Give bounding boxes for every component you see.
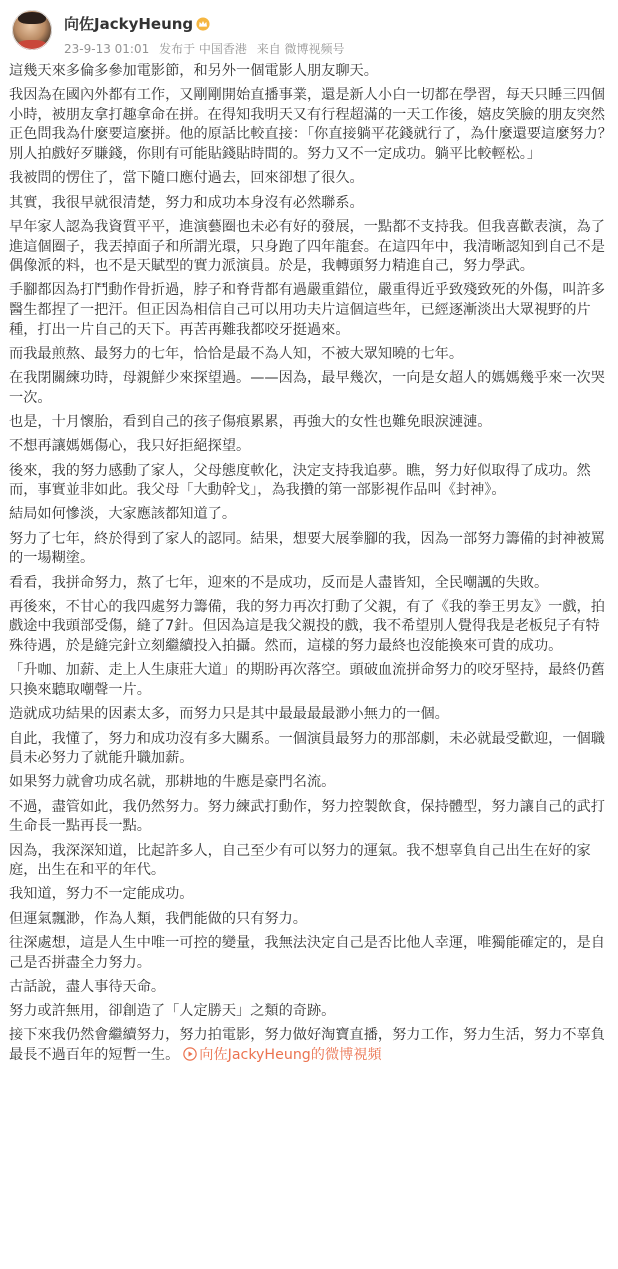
timestamp: 23-9-13 01:01	[64, 42, 150, 56]
video-link-label: 向佐JackyHeung的微博視頻	[199, 1047, 382, 1063]
post-paragraph: 努力或許無用，卻創造了「人定勝天」之類的奇跡。	[9, 1003, 336, 1020]
post-paragraph: 再後來，不甘心的我四處努力籌備，我的努力再次打動了父親，有了《我的拳王男友》一戲，拍戲途中我頭部受傷，縫了7針。但因為這是我父親投的戲，我不希望別人覺得我是老板兒子有特殊待遇，於是縫完針立刻繼續投入拍攝。然而，這樣的努力最終也沒能換來可貴的成功。	[9, 598, 605, 655]
post-paragraph: 造就成功結果的因素太多，而努力只是其中最最最最渺小無力的一個。	[9, 706, 449, 723]
post-paragraph: 其實，我很早就很清楚，努力和成功本身沒有必然聯系。	[9, 194, 364, 211]
post-paragraph: 而我最煎熬、最努力的七年，恰恰是最不為人知，不被大眾知曉的七年。	[9, 345, 464, 362]
video-link[interactable]	[183, 1046, 381, 1066]
post-paragraph: 「升咖、加薪、走上人生康莊大道」的期盼再次落空。頭破血流拼命努力的咬牙堅持，最終仍舊只換來聽取嘲聲一片。	[9, 662, 605, 698]
post-paragraph: 不想再讓媽媽傷心，我只好拒絕探望。	[9, 438, 251, 455]
crown-badge-icon	[196, 17, 210, 31]
location: 发布于 中国香港	[159, 42, 247, 56]
post-paragraph: 接下來我仍然會繼續努力，努力拍電影，努力做好淘寶直播，努力工作，努力生活，努力不辜負最長不過百年的短暫一生。	[9, 1027, 605, 1063]
post-body	[9, 62, 613, 1070]
post-paragraph: 往深處想，這是人生中唯一可控的變量，我無法決定自己是否比他人幸運，唯獨能確定的，是自己是否拼盡全力努力。	[9, 934, 605, 971]
post-header	[0, 0, 618, 60]
post-paragraph: 早年家人認為我資質平平，進演藝圈也未必有好的發展，一點都不支持我。但我喜歡表演，為了進這個圈子，我丟掉面子和所謂光環，只身跑了四年龍套。在這四年中，我清晰認知到自己不是偶像派的料，也不是天賦型的實力派演員。於是，我轉頭努力精進自己，努力學武。	[9, 218, 605, 275]
post-paragraph: 自此，我懂了，努力和成功沒有多大關系。一個演員最努力的那部劇，未必就最受歡迎，一個職員未必努力了就能升職加薪。	[9, 730, 605, 767]
post-paragraph: 手腳都因為打鬥動作骨折過，脖子和脊背都有過嚴重錯位，嚴重得近乎致殘致死的外傷，叫許多醫生都捏了一把汗。但正因為相信自己可以用功夫片這個這些年，已經逐漸淡出大眾視野的片種，打出一片自己的天下。再苦再難我都咬牙挺過來。	[9, 282, 605, 338]
post-paragraph: 如果努力就會功成名就，那耕地的牛應是豪門名流。	[9, 774, 336, 791]
post-paragraph: 在我閉關練功時，母親鮮少來探望過。——因為，最早幾次，一向是女超人的媽媽幾乎來一次哭一次。	[9, 370, 605, 406]
post-paragraph: 因為，我深深知道，比起許多人，自己至少有可以努力的運氣。我不想辜負自己出生在好的家庭，出生在和平的年代。	[9, 842, 591, 879]
avatar[interactable]	[12, 10, 52, 50]
post-paragraph: 後來，我的努力感動了家人，父母態度軟化，決定支持我追夢。瞧，努力好似取得了成功。然而，事實並非如此。我父母「大動幹戈」，為我攢的第一部影視作品叫《封神》。	[9, 462, 591, 499]
username-row	[64, 13, 210, 34]
post-paragraph: 努力了七年，終於得到了家人的認同。結果，想要大展拳腳的我，因為一部努力籌備的封神被罵的一場糊塗。	[9, 530, 605, 567]
username[interactable]: 向佐JackyHeung	[64, 15, 194, 33]
post-paragraph: 但運氣飄渺，作為人類，我們能做的只有努力。	[9, 910, 307, 927]
video-play-icon	[183, 1047, 197, 1061]
post-meta	[64, 40, 351, 57]
post-paragraph: 我被問的愣住了，當下隨口應付過去，回來卻想了很久。	[9, 170, 364, 187]
post-paragraph: 不過，盡管如此，我仍然努力。努力練武打動作，努力控製飲食，保持體型，努力讓自己的武打生命長一點再長一點。	[9, 798, 605, 835]
post-paragraph: 看看，我拼命努力，熬了七年，迎來的不是成功，反而是人盡皆知，全民嘲諷的失敗。	[9, 574, 549, 591]
post-paragraph: 我因為在國內外都有工作，又剛剛開始直播事業，還是新人小白一切都在學習，每天只睡三四個小時，被朋友拿打趣拿命在拼。在得知我明天又有行程超滿的一天工作後，嬉皮笑臉的朋友突然正色問我為什麼要這麼拼。他的原話比較直接：「你直接躺平花錢就行了，為什麼還要這麼努力？別人拍戲好歹賺錢，你則有可能貼錢貼時間的。努力又不一定成功。躺平比較輕松。」	[9, 87, 612, 163]
post-paragraph: 這幾天來多倫多參加電影節，和另外一個電影人朋友聊天。	[9, 63, 378, 79]
post-paragraph: 結局如何慘淡，大家應該都知道了。	[9, 506, 237, 523]
post-paragraph: 我知道，努力不一定能成功。	[9, 886, 194, 903]
post-paragraph: 古話說，盡人事待天命。	[9, 978, 166, 995]
post-source: 来自 微博视频号	[256, 42, 345, 56]
post-final-paragraph	[9, 1026, 613, 1065]
post-paragraph: 也是，十月懷胎，看到自己的孩子傷痕累累，再強大的女性也難免眼淚漣漣。	[9, 414, 492, 430]
